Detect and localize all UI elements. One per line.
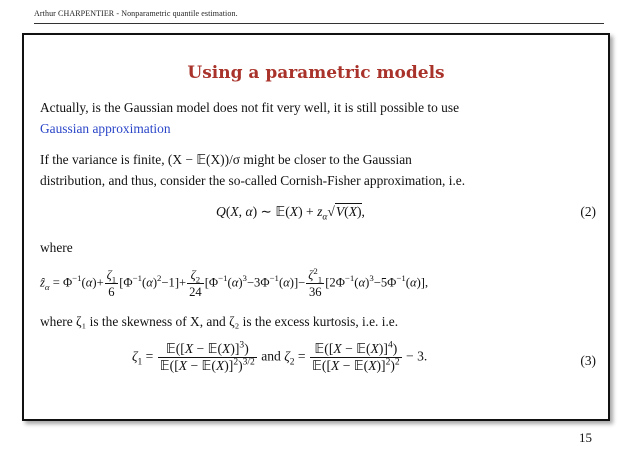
slide-title: Using a parametric models — [187, 63, 445, 83]
equation-zeta: $\zeta_1$ = $\frac{𝔼([X - 𝔼(X)]^3)}{𝔼([X - 𝔼(X)]^2)^{3/2}}$ and $\zeta_2$ = $\frac{𝔼([X - 𝔼(X)]^4)}{𝔼([X - 𝔼(X)]^2)^2}$ − 3. — [132, 340, 428, 373]
paragraph-2 — [40, 149, 465, 191]
where-text: where — [40, 240, 73, 255]
equation-z-alpha: ẑ$_\alpha$ = $\Phi^{-1}(\alpha)+$ $\frac{\zeta_1}{6}$ $[\Phi^{-1}(\alpha)^2-1]+$ $\frac{\zeta_2}{24}$ $[\Phi^{-1}(\alpha)^3-3\Phi^{-1}(\alpha)]-$ $\frac{\zeta^2_1}{36}$ $[2\Phi^{-1}(\alpha)^3-5\Phi^{-1}(\alpha)]$, — [40, 265, 429, 299]
paragraph-1-text: Actually, is the Gaussian model does not fit very well, it is still possible to use — [40, 100, 460, 115]
paragraph-1 — [40, 97, 459, 139]
paragraph-2-line-2: distribution, and thus, consider the so-called Cornish-Fisher approximation, i.e. — [40, 173, 466, 188]
zeta-definition: where ζ₁ is the skewness of X, and ζ₂ is the excess kurtosis, i.e. i.e. — [40, 314, 399, 329]
gaussian-approximation-link[interactable]: Gaussian approximation — [40, 121, 171, 136]
equation-2-number: (2) — [580, 204, 596, 219]
running-header: Arthur CHARPENTIER - Nonparametric quantile estimation. — [34, 9, 238, 18]
header-rule — [34, 23, 604, 24]
slide-frame — [22, 33, 610, 421]
equation-3-number: (3) — [580, 353, 596, 368]
paragraph-2-line-1: If the variance is finite, (X − 𝔼(X))/σ might be closer to the Gaussian — [40, 152, 412, 167]
equation-cornish-fisher: Q(X, α) ∼ 𝔼(X) + $z_\alpha√V(X)$, — [216, 204, 365, 223]
page-number: 15 — [579, 430, 592, 445]
